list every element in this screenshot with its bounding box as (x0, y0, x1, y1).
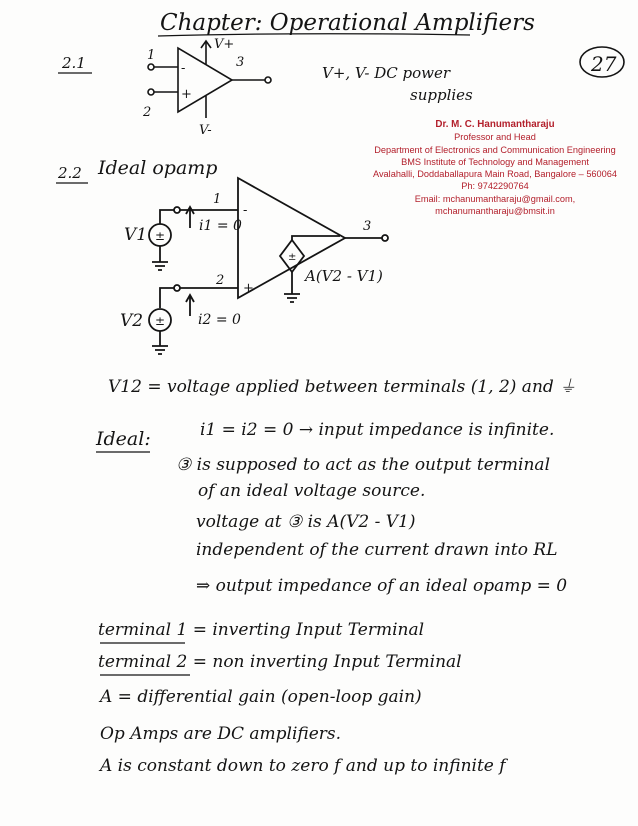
vminus-label: V- (199, 123, 212, 138)
dependent-source-expression: A(V2 - V1) (305, 267, 383, 285)
vplus-label: V+ (214, 37, 235, 52)
terminal-1-label: 1 (147, 48, 156, 63)
note-dc-amplifiers: Op Amps are DC amplifiers. (100, 724, 342, 744)
v2-source-polarity: ± (155, 314, 166, 328)
note-ideal-label: Ideal: (96, 428, 151, 450)
note-v12-definition: V12 = voltage applied between terminals (1, 2) and ⏚ (108, 377, 577, 397)
v2-label: V2 (120, 311, 144, 331)
note-independent-of-current: independent of the current drawn into RL (196, 540, 558, 560)
opamp-plus-sign: + (181, 87, 192, 102)
author-email-2: mchanumantharaju@bmsit.in (435, 206, 555, 217)
v1-source-polarity: ± (155, 229, 166, 243)
note-ideal-voltage-source: of an ideal voltage source. (198, 481, 426, 501)
terminal-2-label: 2 (143, 105, 152, 120)
author-name: Dr. M. C. Hanumantharaju (435, 119, 555, 130)
note-ideal-line: i1 = i2 = 0 → input impedance is infinite. (200, 420, 555, 440)
note-terminal-2: terminal 2 = non inverting Input Terminal (98, 652, 462, 672)
i1-label: i1 = 0 (199, 218, 242, 234)
author-institute: BMS Institute of Technology and Management (401, 156, 589, 167)
v1-label: V1 (124, 225, 148, 245)
power-supply-note-line1: V+, V- DC power (322, 64, 451, 82)
author-phone: Ph: 9742290764 (461, 181, 529, 192)
ideal-plus-sign: + (243, 281, 254, 296)
author-address: Avalahalli, Doddaballapura Main Road, Bangalore – 560064 (373, 169, 617, 180)
author-department: Department of Electronics and Communication Engineering (374, 144, 616, 155)
note-terminal-1: terminal 1 = inverting Input Terminal (98, 620, 425, 640)
dependent-source-polarity: ± (288, 252, 297, 263)
page-number: 27 (591, 52, 617, 76)
page-title: Chapter: Operational Amplifiers (160, 10, 535, 36)
power-supply-note-line2: supplies (410, 86, 473, 104)
author-title: Professor and Head (454, 132, 536, 143)
opamp-symbol-2-1 (148, 41, 271, 118)
note-voltage-at-3: voltage at ③ is A(V2 - V1) (196, 512, 416, 532)
author-info (360, 119, 630, 217)
ideal-minus-sign: - (243, 203, 248, 218)
note-output-impedance: ⇒ output impedance of an ideal opamp = 0 (196, 576, 568, 596)
note-gain-definition: A = differential gain (open-loop gain) (100, 687, 422, 707)
section-2-2-heading: Ideal opamp (98, 157, 218, 179)
i2-label: i2 = 0 (198, 312, 241, 328)
ideal-terminal-1: 1 (213, 192, 222, 207)
section-2-1-number: 2.1 (62, 54, 86, 72)
author-email: Email: mchanumantharaju@gmail.com, (414, 193, 576, 204)
ideal-terminal-2: 2 (216, 273, 225, 288)
section-2-2-number: 2.2 (58, 164, 82, 182)
ideal-terminal-3: 3 (363, 219, 372, 234)
ideal-opamp-symbol (149, 178, 388, 354)
note-constant-gain: A is constant down to zero f and up to infinite f (100, 756, 506, 776)
terminal-3-label: 3 (236, 55, 245, 70)
opamp-minus-sign: - (181, 61, 186, 76)
note-output-terminal: ③ is supposed to act as the output terminal (176, 455, 550, 475)
